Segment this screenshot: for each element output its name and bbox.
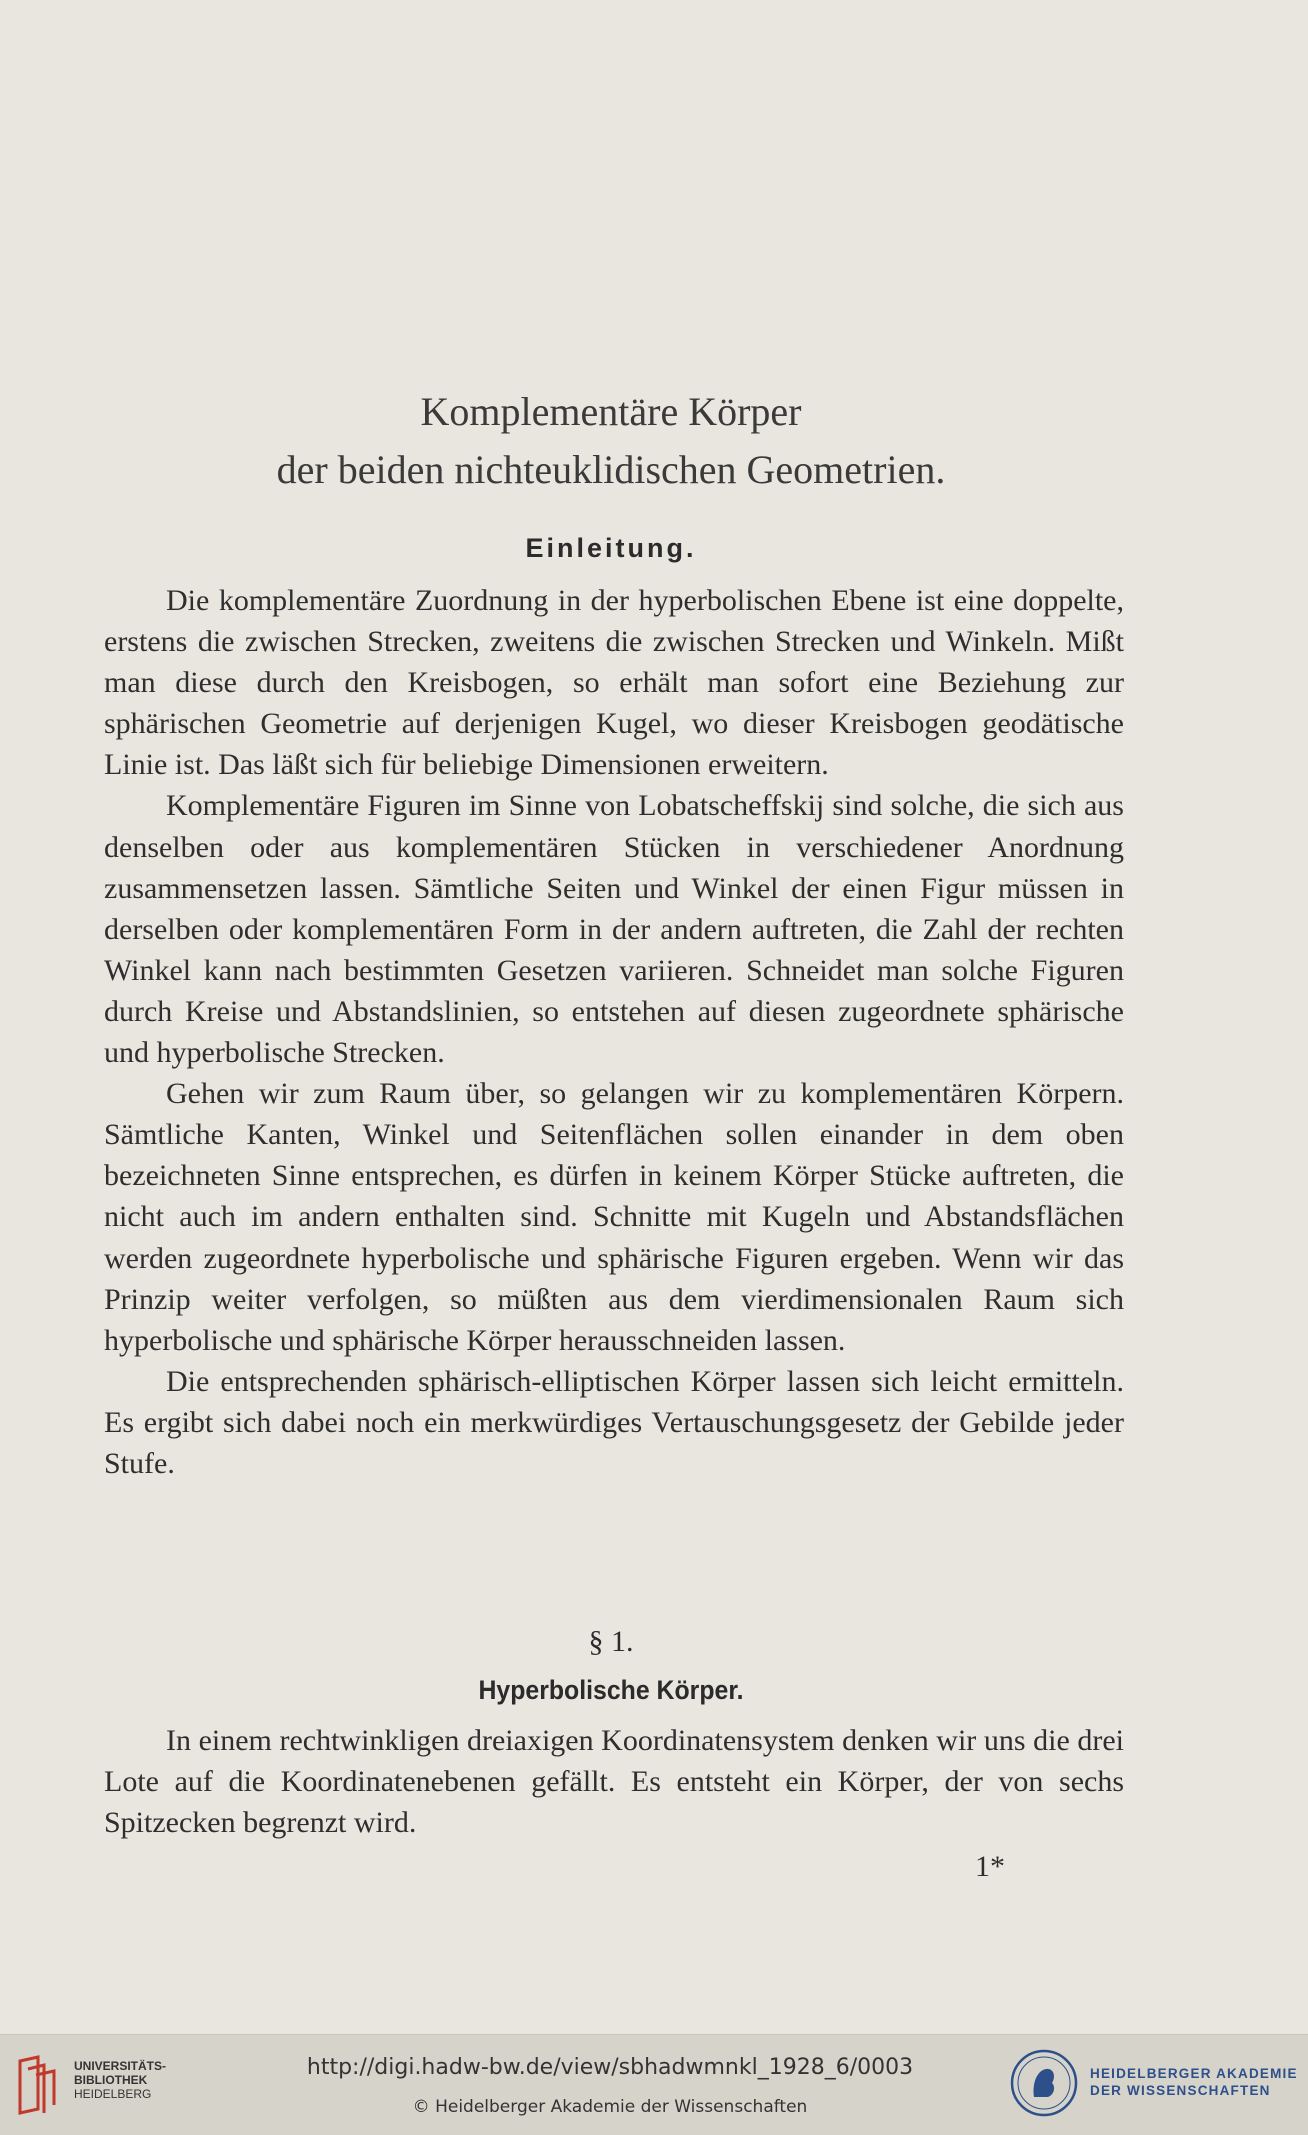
page-number: 1* (975, 1850, 1005, 1883)
section-text (104, 1720, 1124, 1843)
document-url-link[interactable]: http://digi.hadw-bw.de/view/sbhadwmnkl_1928_6/0003 (306, 2055, 914, 2080)
section-number: § 1. (588, 1625, 634, 1658)
academy-name[interactable] (1090, 2065, 1298, 2099)
intro-paragraph: Die entsprechenden sphärisch-elliptischen Körper lassen sich leicht ermitteln. Es ergibt sich dabei noch ein merkwürdiges Vertauschungsgesetz der Gebilde jeder Stufe. (104, 1364, 1124, 1480)
intro-text (104, 580, 1124, 1484)
title-line-1: Komplementäre Körper (420, 389, 802, 434)
academy-name-line-2: DER WISSENSCHAFTEN (1090, 2083, 1271, 2098)
section-heading: Hyperbolische Körper. (478, 1675, 744, 1705)
intro-heading: Einleitung. (525, 533, 697, 563)
library-name-line-3: HEIDELBERG (74, 2087, 152, 2101)
academy-seal-icon (1010, 2049, 1078, 2117)
copyright-notice: © Heidelberger Akademie der Wissenschaften (412, 2097, 808, 2117)
intro-paragraph: Die komplementäre Zuordnung in der hyperbolischen Ebene ist eine doppelte, erstens die zwischen Strecken, zweitens die zwischen Strecken und Winkeln. Mißt man diese durch den Kreisbogen, so erhält man sofort eine Beziehung zur sphärischen Geometrie auf derjenigen Kugel, wo dieser Kreisbogen geodätische Linie ist. Das läßt sich für beliebige Dimensionen erweitern. (104, 584, 1124, 782)
intro-paragraph: Gehen wir zum Raum über, so gelangen wir zu komplementären Körpern. Sämtliche Kanten, Winkel und Seitenflächen sollen einander in dem oben bezeichneten Sinne entsprechen, es dürfen in keinem Körper Stücke auftreten, die nicht auch im andern enthalten sind. Schnitte mit Kugeln und Abstandsflächen werden zugeordnete hyperbolische und sphärische Figuren ergeben. Wenn wir das Prinzip weiter verfolgen, so müßten aus dem vierdimensionalen Raum sich hyperbolische und sphärische Körper herausschneiden lassen. (104, 1077, 1124, 1357)
title-line-2: der beiden nichteuklidischen Geometrien. (276, 447, 946, 492)
library-name-line-2: BIBLIOTHEK (74, 2073, 148, 2087)
section-paragraph: In einem rechtwinkligen dreiaxigen Koordinatensystem denken wir uns die drei Lote auf die Koordinatenebenen gefällt. Es entsteht ein Körper, der von sechs Spitzecken begrenzt wird. (104, 1724, 1124, 1840)
library-name-line-1: UNIVERSITÄTS- (74, 2059, 167, 2073)
viewer-footer (0, 2034, 1308, 2135)
academy-name-line-1: HEIDELBERGER AKADEMIE (1090, 2066, 1298, 2081)
intro-paragraph: Komplementäre Figuren im Sinne von Lobatscheffskij sind solche, die sich aus denselben oder aus komplementären Stücken in verschiedener Anordnung zusammensetzen lassen. Sämtliche Seiten und Winkel der einen Figur müssen in derselben oder komplementären Form in der andern auftreten, die Zahl der rechten Winkel kann nach bestimmten Gesetzen variieren. Schneidet man solche Figuren durch Kreise und Abstandslinien, so entstehen auf diesen zugeordnete sphärische und hyperbolische Strecken. (104, 789, 1124, 1070)
